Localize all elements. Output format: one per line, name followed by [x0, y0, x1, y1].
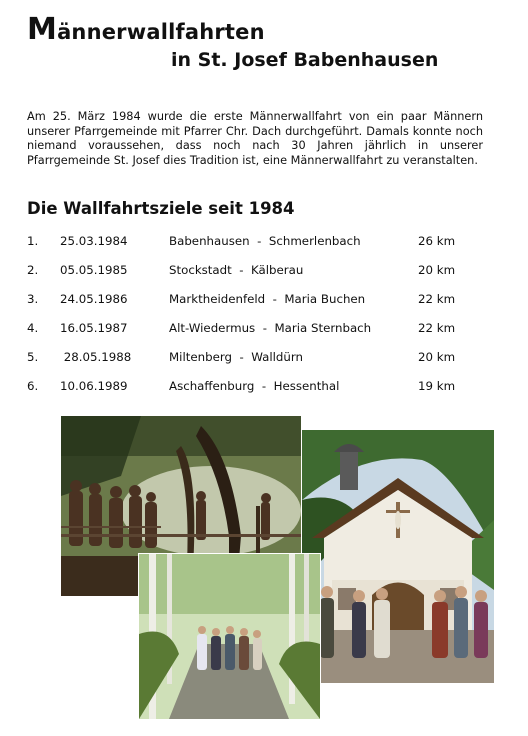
- row-number: 2.: [27, 263, 39, 277]
- photo-chapel-pilgrims: [302, 430, 494, 683]
- row-route: Aschaffenburg - Hessenthal: [169, 379, 340, 393]
- row-route: Marktheidenfeld - Maria Buchen: [169, 292, 366, 306]
- pilgrimage-row: [0, 234, 528, 252]
- intro-paragraph: Am 25. März 1984 wurde die erste Männerwallfahrt von ein paar Männern unserer Pfarrgemeinde mit Pfarrer Chr. Dach durchgeführt. Damals konnte noch niemand voraussehen, dass noch nach 30 Jahren jährlich in unserer Pfarrgemeinde St. Josef dies Tradition ist, eine Männerwallfahrt zu veranstalten.: [27, 110, 483, 167]
- row-number: 5.: [27, 350, 39, 364]
- row-date: 24.05.1986: [60, 292, 128, 306]
- row-number: 3.: [27, 292, 39, 306]
- page-title: [27, 12, 265, 47]
- row-route: Stockstadt - Kälberau: [169, 263, 304, 277]
- row-distance: 20 km: [418, 263, 456, 277]
- photo-chapel-pilgrims-image: [302, 430, 494, 683]
- row-date: 25.03.1984: [60, 234, 128, 248]
- title-rest: ännerwallfahrten: [57, 20, 265, 44]
- row-route: Babenhausen - Schmerlenbach: [169, 234, 361, 248]
- row-date: 10.06.1989: [60, 379, 128, 393]
- row-route: Miltenberg - Walldürn: [169, 350, 304, 364]
- row-number: 6.: [27, 379, 39, 393]
- row-date: 05.05.1985: [60, 263, 128, 277]
- photo-forest-path-image: [139, 554, 320, 719]
- title-initial: M: [27, 12, 58, 47]
- page-subtitle: in St. Josef Babenhausen: [171, 49, 439, 71]
- row-number: 4.: [27, 321, 39, 335]
- section-heading: Die Wallfahrtsziele seit 1984: [27, 199, 295, 218]
- pilgrimage-row: [0, 321, 528, 339]
- pilgrimage-row: [0, 292, 528, 310]
- row-distance: 22 km: [418, 321, 456, 335]
- row-distance: 22 km: [418, 292, 456, 306]
- row-route: Alt-Wiedermus - Maria Sternbach: [169, 321, 372, 335]
- photo-forest-path: [138, 553, 321, 720]
- row-distance: 19 km: [418, 379, 456, 393]
- row-date: 28.05.1988: [60, 350, 132, 364]
- row-distance: 20 km: [418, 350, 456, 364]
- row-distance: 26 km: [418, 234, 456, 248]
- row-date: 16.05.1987: [60, 321, 128, 335]
- pilgrimage-row: [0, 350, 528, 368]
- pilgrimage-row: [0, 263, 528, 281]
- row-number: 1.: [27, 234, 39, 248]
- pilgrimage-row: [0, 379, 528, 397]
